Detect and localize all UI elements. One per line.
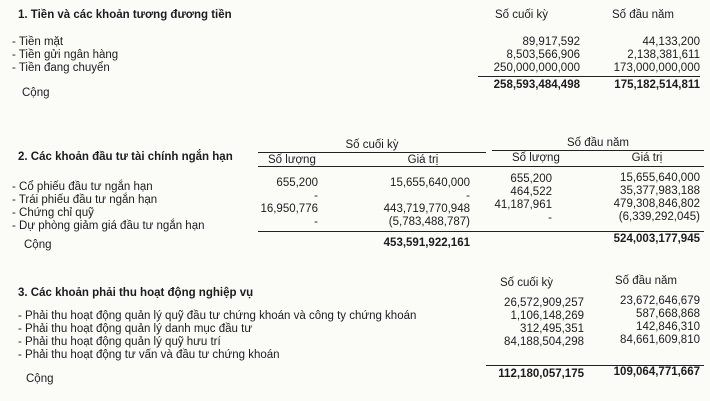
s2-row-1-q2: 655,200 xyxy=(510,173,552,185)
s2-sub-val-2: Giá trị xyxy=(631,152,663,164)
s1-total-label: Cộng xyxy=(22,87,50,99)
s3-row-1-end: 26,572,909,257 xyxy=(504,297,584,309)
s1-total-begin: 175,182,514,811 xyxy=(614,79,700,91)
s3-row-3-begin: 142,846,310 xyxy=(636,321,700,333)
s2-row-2-q1: - xyxy=(314,190,318,202)
s1-row-1-label: - Tiền mặt xyxy=(12,36,64,48)
s2-row-2-q2: 464,522 xyxy=(510,186,552,198)
s2-row-1-label: - Cổ phiếu đầu tư ngắn hạn xyxy=(12,181,153,193)
s2-row-3-label: - Chứng chỉ quỹ xyxy=(12,207,94,219)
s2-row-3-q2: 41,187,961 xyxy=(494,199,552,211)
s2-total-v2: 524,003,177,945 xyxy=(613,233,700,245)
s1-row-1-begin: 44,133,200 xyxy=(642,36,700,48)
s2-row-2-v2: 35,377,983,188 xyxy=(620,185,700,197)
s2-row-2-v1: - xyxy=(466,190,470,202)
s1-total-rule xyxy=(478,76,700,77)
s3-row-4-begin: 84,661,609,810 xyxy=(620,334,700,346)
s2-total-v1: 453,591,922,161 xyxy=(383,237,470,249)
s3-row-1-begin: 23,672,646,679 xyxy=(620,295,700,307)
s1-col-begin-header: Số đầu năm xyxy=(612,9,675,21)
s2-row-4-v2: (6,339,292,045) xyxy=(618,211,700,223)
s2-total-label: Cộng xyxy=(24,239,52,251)
s3-row-1-label: - Phải thu hoạt động quản lý quỹ đầu tư chứng khoán và công ty chứng khoán xyxy=(18,310,417,322)
s3-col-end-header: Số cuối kỳ xyxy=(500,277,554,289)
s2-row-4-label: - Dự phòng giảm giá đầu tư ngắn hạn xyxy=(12,220,205,232)
s3-row-2-label: - Phải thu hoạt động quản lý danh mục đầu tư xyxy=(18,323,253,335)
s3-row-2-begin: 587,668,868 xyxy=(636,308,700,320)
section-1-title: 1. Tiền và các khoản tương đương tiền xyxy=(18,9,232,21)
section-2-title: 2. Các khoản đầu tư tài chính ngắn hạn xyxy=(18,151,233,163)
s2-row-4-v1: (5,783,488,787) xyxy=(388,216,470,228)
s1-total-end: 258,593,484,498 xyxy=(493,79,580,91)
s1-row-2-label: - Tiền gửi ngân hàng xyxy=(12,49,119,61)
s1-row-3-label: - Tiền đang chuyển xyxy=(12,62,110,74)
s2-subheader-rule xyxy=(258,166,704,167)
s3-row-4-label: - Phải thu hoạt động tư vấn và đầu tư chứng khoán xyxy=(18,349,280,361)
s3-row-3-end: 312,495,351 xyxy=(520,323,584,335)
s2-row-4-q1: - xyxy=(314,216,318,228)
section-3-title: 3. Các khoản phải thu hoạt động nghiệp vụ xyxy=(18,287,254,299)
s3-row-2-end: 1,106,148,269 xyxy=(510,310,584,322)
s2-group-begin-header: Số đầu năm xyxy=(566,137,629,149)
s2-row-1-v2: 15,655,640,000 xyxy=(620,172,700,184)
s2-row-2-label: - Trái phiếu đầu tư ngắn hạn xyxy=(12,194,158,206)
s2-row-3-q1: 16,950,776 xyxy=(260,203,318,215)
s1-col-end-header: Số cuối kỳ xyxy=(495,9,549,21)
s3-row-4-end: 84,188,504,298 xyxy=(504,336,584,348)
s3-total-begin: 109,064,771,667 xyxy=(613,366,700,378)
s1-row-2-begin: 2,138,381,611 xyxy=(627,49,700,61)
s2-row-1-v1: 15,655,640,000 xyxy=(390,177,470,189)
s2-row-1-q1: 655,200 xyxy=(276,177,318,189)
s3-col-begin-header: Số đầu năm xyxy=(615,275,678,287)
s3-total-label: Cộng xyxy=(26,373,54,385)
s2-sub-qty-2: Số lượng xyxy=(512,152,560,164)
s3-total-end: 112,180,057,175 xyxy=(498,368,584,380)
s1-row-2-end: 8,503,566,906 xyxy=(506,49,580,61)
s2-sub-qty-1: Số lượng xyxy=(268,154,316,166)
s2-row-3-v1: 443,719,770,948 xyxy=(383,203,470,215)
s3-row-3-label: - Phải thu hoạt động quản lý quỹ hưu trí xyxy=(18,336,221,348)
s1-row-3-end: 250,000,000,000 xyxy=(493,62,580,74)
s2-row-4-q2: - xyxy=(548,212,552,224)
s1-row-3-begin: 173,000,000,000 xyxy=(613,62,700,74)
s1-row-1-end: 89,917,592 xyxy=(522,36,580,48)
s2-group-end-header: Số cuối kỳ xyxy=(345,139,399,151)
s2-sub-val-1: Giá trị xyxy=(407,154,439,166)
s2-row-3-v2: 479,308,846,802 xyxy=(613,198,700,210)
